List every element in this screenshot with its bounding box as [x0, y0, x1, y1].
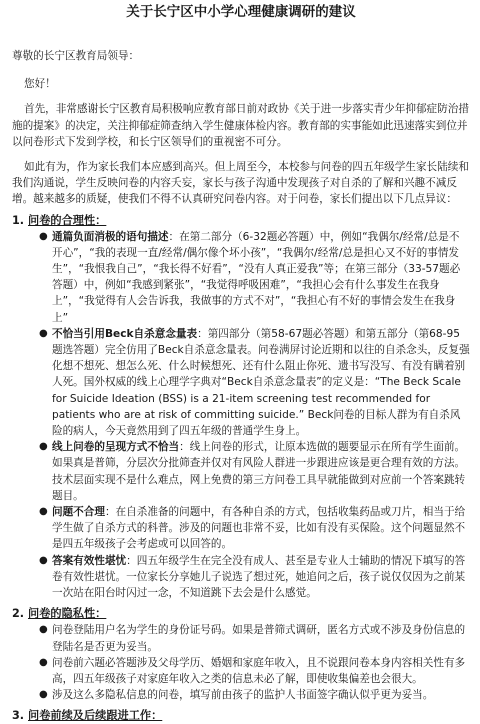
item-lead: 通篇负面消极的语句描述	[52, 230, 169, 243]
list-item	[39, 326, 470, 439]
list-item	[39, 622, 470, 654]
greeting: 您好！	[24, 78, 56, 91]
bullet-dot-icon: ●	[39, 689, 48, 701]
item-text: ：第四部分（第58-67题必答题）和第五部分（第68-95题选答题）完全仿用了Beck自杀意念量表。问卷满屏讨论近期和以往的自杀念头，反复强化想不想死、想怎么死、什么时候想死、还有什么阻止你死、遗书写没写、有没有瞒着别人死。国外权威的线上心理学字典对“Beck自杀意念量表”的定义是：“The Beck Scale for Suicide Ideation (BSS) is a 21-item screening test recommended for patients who are at risk of committing suicide.” Beck问卷的目标人群为有自杀风险的病人，今天竟然用到了四五年级的普通学生身上。	[52, 327, 470, 438]
list-item	[39, 655, 470, 687]
concern-paragraph: 如此有为，作为家长我们本应感到高兴。但上周至今，本校参与问卷的四五年级学生家长陆续和我们沟通说，学生反映问卷的内容夭妄，家长与孩子沟通中发现孩子对自杀的了解和兴趣不减反增。越来越多的质疑，使我们不得不认真研究问卷内容。对于问卷，家长们提出以下几点异议：	[12, 161, 469, 206]
item-text: 涉及这么多隐私信息的问卷，填写前由孩子的监护人书面签字确认似乎更为妥当。	[52, 689, 434, 702]
item-text: 问卷前六题必答题涉及父母学历、婚姻和家庭年收入，且不说跟问卷本身内容相关性有多高，四五年级孩子对家庭年收入之类的信息未必了解，即使收集偏差也会很大。	[52, 656, 466, 685]
section-heading-followup	[12, 707, 470, 724]
section-number: 3.	[12, 709, 25, 723]
section-number: 1.	[12, 213, 25, 227]
bullet-dot-icon: ●	[39, 656, 48, 668]
bullet-dot-icon: ●	[39, 441, 48, 453]
item-text: ：在第二部分（6-32题必答题）中，例如“我偶尔/经常/总是不开心”，“我的表现一直/经常/偶尔像个坏小孩”，“我偶尔/经常/总是担心又不好的事情发生”，“我恨我自己”，“我长得不好看”，“没有人真正爱我”等；在第三部分（33-57题必答题）中，例如“我感到紧张”，“我觉得呼吸困难”，“我担心会有什么事发生在我身上”，“我觉得有人会告诉我，我做事的方式不对”，“我担心有不好的事情会发生在我身上”	[52, 230, 461, 324]
section-title: 问卷的隐私性：	[28, 607, 107, 621]
item-lead: 线上问卷的呈现方式不恰当	[52, 441, 180, 454]
section-heading-rationality	[12, 212, 470, 229]
bullet-dot-icon: ●	[39, 554, 48, 566]
section-list-rationality	[12, 229, 470, 602]
item-text: ：线上问卷的形式，让原本选做的题要显示在所有学生面前。如果真是普筛，分层次分批筛查并仅对有风险人群进一步跟进应该是更合理有效的方法。技术层面实现不是什么难点，网上免费的第三方问卷工具早就能做到对应前一个答案跳转题目。	[52, 441, 466, 502]
item-text: ：四五年级学生在完全没有成人、甚至是专业人士辅助的情况下填写的答卷有效性堪忧。一位家长分享她儿子说选了想过死，她追问之后，孩子说仅仅因为之前某一次站在阳台时闪过一念，不知道跳下去会是什么感觉。	[52, 554, 466, 600]
section-number: 2.	[12, 607, 25, 621]
item-lead: 问题不合理	[52, 506, 105, 519]
bullet-dot-icon: ●	[39, 624, 48, 636]
bullet-dot-icon: ●	[39, 327, 48, 339]
item-lead: 答案有效性堪忧	[52, 554, 127, 567]
section-list-privacy	[12, 622, 470, 703]
bullet-dot-icon: ●	[39, 506, 48, 518]
salutation: 尊敬的长宁区教育局领导：	[12, 50, 140, 62]
document-title: 关于长宁区中小学心理健康调研的建议	[126, 4, 356, 20]
list-item	[39, 229, 470, 326]
section-heading-privacy	[12, 605, 470, 622]
item-text: ：在自杀准备的问题中，有各种自杀的方式，包括收集药品或刀片，相当于给学生做了自杀方式的科普。涉及的问题也非常不妥，比如有没有买保险。这个问题显然不是四五年级孩子会考虑或可以回答的。	[52, 506, 466, 551]
section-title: 问卷的合理性：	[28, 213, 107, 227]
list-item	[39, 504, 470, 553]
intro-paragraph: 首先，非常感谢长宁区教育局积极响应教育部日前对政协《关于进一步落实青少年抑郁症防治措施的提案》的决定，关注抑郁症筛查纳入学生健康体检内容。教育部的实事能如此迅速落实到位并以问卷形式下发到学校，和长宁区领导们的重视密不可分。	[12, 103, 469, 148]
list-item	[39, 439, 470, 504]
section-title: 问卷前续及后续跟进工作：	[28, 709, 163, 723]
bullet-dot-icon: ●	[39, 230, 48, 242]
list-item	[39, 553, 470, 602]
item-lead: 不恰当引用Beck自杀意念量表	[52, 327, 198, 340]
list-item	[39, 687, 470, 703]
item-text: 问卷登陆用户名为学生的身份证号码。如果是普筛式调研，匿名方式或不涉及身份信息的登陆名是否更为妥当。	[52, 624, 466, 653]
